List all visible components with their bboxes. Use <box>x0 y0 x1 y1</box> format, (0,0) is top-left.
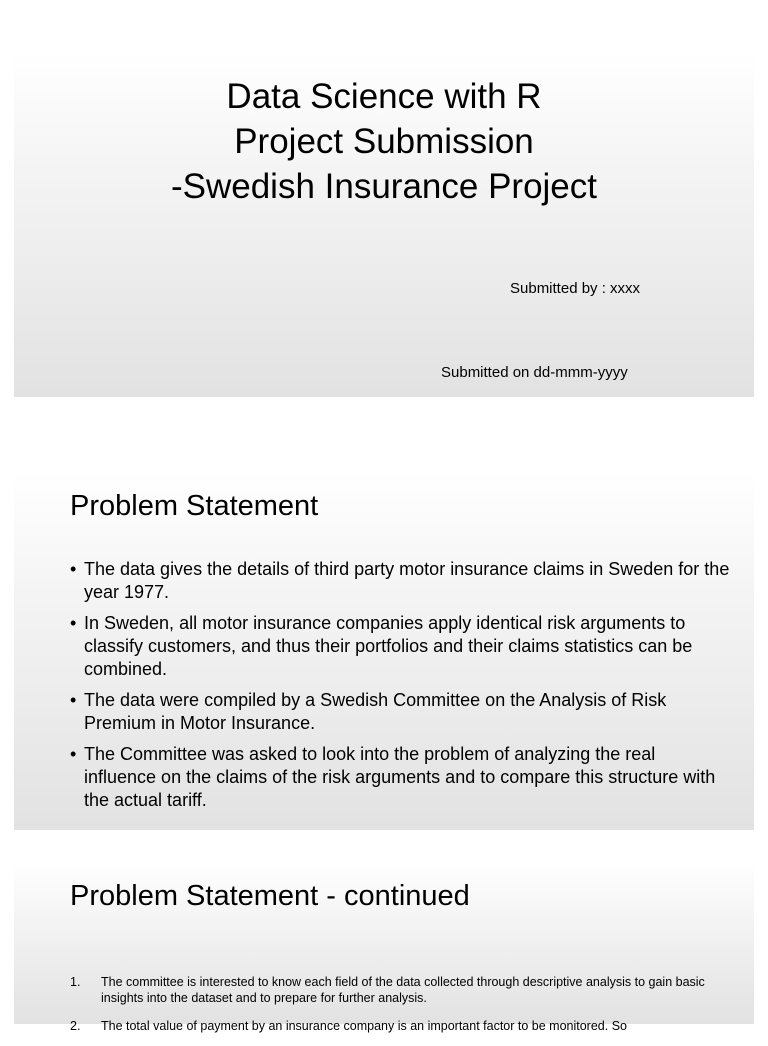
numbered-list <box>70 974 720 1046</box>
numbered-item <box>70 974 720 1006</box>
presentation-title <box>14 74 754 209</box>
bullet-icon: • <box>70 613 77 633</box>
title-line: Project Submission <box>234 122 534 161</box>
bullet-text: The data were compiled by a Swedish Committee on the Analysis of Risk Premium in Motor Insurance. <box>84 690 667 733</box>
item-text: The committee is interested to know each field of the data collected through descriptive analysis to gain basic insights into the dataset and to prepare for further analysis. <box>101 975 705 1005</box>
bullet-text: In Sweden, all motor insurance companies apply identical risk arguments to classify customers, and thus their portfolios and their claims statistics can be combined. <box>84 613 693 679</box>
bullet-text: The Committee was asked to look into the problem of analyzing the real influence on the claims of the risk arguments and to compare this structure with the actual tariff. <box>84 744 716 810</box>
slide-heading: Problem Statement <box>70 490 319 522</box>
problem-statement-slide <box>14 472 754 830</box>
item-text: The total value of payment by an insurance company is an important factor to be monitored. So <box>101 1019 627 1033</box>
item-number: 1. <box>70 975 81 989</box>
slide-heading: Problem Statement - continued <box>70 880 470 912</box>
title-slide <box>14 52 754 397</box>
bullet-item <box>70 558 730 604</box>
title-line: -Swedish Insurance Project <box>170 167 598 206</box>
bullet-icon: • <box>70 690 77 710</box>
item-number: 2. <box>70 1019 81 1033</box>
bullet-list <box>70 558 730 820</box>
submitted-by-text: Submitted by : xxxx <box>510 280 641 297</box>
submitted-on-text: Submitted on dd-mmm-yyyy <box>441 364 628 381</box>
bullet-icon: • <box>70 559 77 579</box>
problem-statement-continued-slide <box>14 862 754 1033</box>
numbered-item <box>70 1018 720 1034</box>
title-line: Data Science with R <box>226 77 542 116</box>
bullet-item <box>70 689 730 735</box>
bullet-item <box>70 743 730 812</box>
bullet-item <box>70 612 730 681</box>
bullet-text: The data gives the details of third party motor insurance claims in Sweden for the year 1977. <box>84 559 730 602</box>
bullet-icon: • <box>70 744 77 764</box>
